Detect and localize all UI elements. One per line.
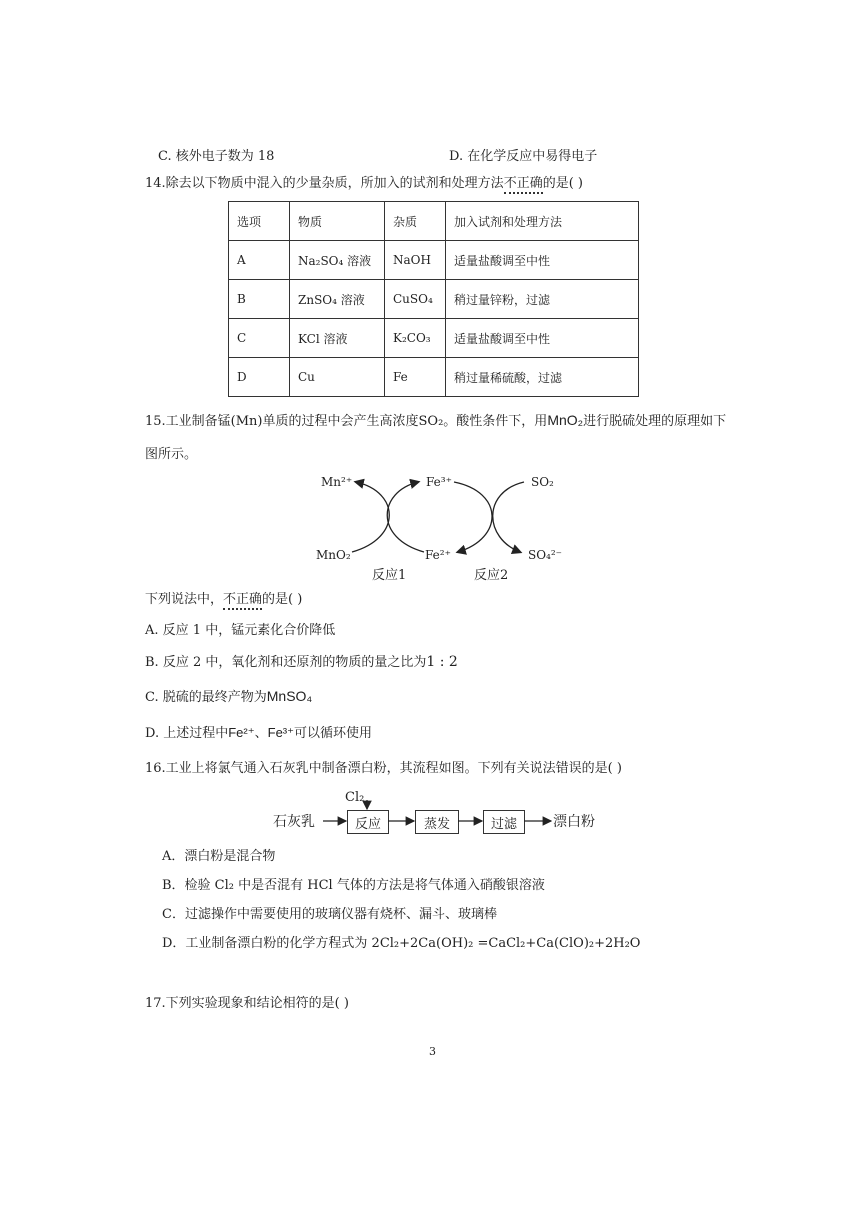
reaction1-label: 反应1 bbox=[372, 568, 407, 583]
q15-stem-part: 进行脱硫处理的原理如下 bbox=[583, 414, 727, 429]
q13-option-c: C. 核外电子数为 18 bbox=[158, 149, 275, 164]
table-cell: A bbox=[229, 241, 290, 280]
q15-stem-part: 15.工业制备锰(Mn)单质的过程中会产生高浓度 bbox=[145, 414, 419, 429]
q16-option-d: D．工业制备漂白粉的化学方程式为 2Cl₂+2Ca(OH)₂ =CaCl₂+Ca(ClO)₂+2H₂O bbox=[162, 936, 641, 951]
q15-option-b bbox=[145, 655, 458, 669]
table-cell: K₂CO₃ bbox=[385, 319, 446, 358]
q15-stem-line2: 图所示。 bbox=[145, 447, 198, 462]
q17-stem: 17.下列实验现象和结论相符的是( ) bbox=[145, 996, 349, 1011]
table-cell: B bbox=[229, 280, 290, 319]
q15-option-a: A. 反应 1 中，锰元素化合价降低 bbox=[145, 623, 336, 638]
table-cell: Cu bbox=[290, 358, 385, 397]
ion-mn2: Mn²⁺ bbox=[321, 475, 353, 489]
formula-mno2: MnO₂ bbox=[316, 548, 351, 562]
page-number: 3 bbox=[429, 1045, 436, 1058]
table-cell: KCl 溶液 bbox=[290, 319, 385, 358]
reaction1-arrow-left bbox=[352, 482, 389, 552]
flow-end: 漂白粉 bbox=[553, 814, 595, 830]
q16-option-c: C．过滤操作中需要使用的玻璃仪器有烧杯、漏斗、玻璃棒 bbox=[162, 907, 497, 922]
q15-ion-fe3: Fe³⁺ bbox=[267, 725, 294, 740]
table-cell: 适量盐酸调至中性 bbox=[446, 319, 639, 358]
q15-option-d bbox=[145, 726, 372, 740]
ion-so4: SO₄²⁻ bbox=[528, 548, 563, 562]
flow-step-evaporate: 蒸发 bbox=[415, 810, 459, 834]
table-header: 杂质 bbox=[385, 202, 446, 241]
reaction2-arrow-right bbox=[493, 482, 524, 552]
q13-option-d: D. 在化学反应中易得电子 bbox=[449, 149, 598, 164]
table-header: 加入试剂和处理方法 bbox=[446, 202, 639, 241]
q15-ratio: 1 : 2 bbox=[426, 654, 458, 670]
flow-step-reaction: 反应 bbox=[347, 810, 389, 834]
table-cell: 稍过量锌粉，过滤 bbox=[446, 280, 639, 319]
q14-stem-tail: 的是( ) bbox=[542, 176, 583, 191]
q15-formula-so2: SO₂ bbox=[418, 414, 444, 429]
q15-stem-part: 。酸性条件下，用 bbox=[443, 414, 548, 429]
ion-fe3: Fe³⁺ bbox=[426, 475, 452, 489]
table-cell: NaOH bbox=[385, 241, 446, 280]
flow-cl2-label: Cl₂ bbox=[345, 790, 365, 805]
q15-ion-fe2: Fe²⁺ bbox=[228, 725, 255, 740]
q14-stem bbox=[145, 177, 583, 190]
q15-option-c-text: C. 脱硫的最终产物为 bbox=[145, 690, 267, 705]
q15-option-b-text: B. 反应 2 中，氧化剂和还原剂的物质的量之比为 bbox=[145, 655, 427, 670]
table-cell: C bbox=[229, 319, 290, 358]
table-cell: CuSO₄ bbox=[385, 280, 446, 319]
q15-question bbox=[145, 593, 302, 606]
q15-question-text: 下列说法中， bbox=[145, 592, 224, 607]
reaction2-label: 反应2 bbox=[474, 568, 509, 583]
table-row bbox=[229, 280, 639, 319]
q16-option-a: A．漂白粉是混合物 bbox=[162, 849, 276, 864]
reaction1-arrow-right bbox=[387, 482, 424, 552]
table-cell: 适量盐酸调至中性 bbox=[446, 241, 639, 280]
table-cell: Na₂SO₄ 溶液 bbox=[290, 241, 385, 280]
flow-arrows bbox=[320, 796, 560, 836]
table-row bbox=[229, 319, 639, 358]
flow-step-filter: 过滤 bbox=[483, 810, 525, 834]
q15-formula-mno2: MnO₂ bbox=[547, 412, 584, 428]
q16-stem: 16.工业上将氯气通入石灰乳中制备漂白粉，其流程如图。下列有关说法错误的是( ) bbox=[145, 761, 622, 776]
table-cell: ZnSO₄ 溶液 bbox=[290, 280, 385, 319]
q14-table bbox=[228, 201, 639, 397]
q14-emphasis: 不正确 bbox=[504, 176, 543, 194]
q15-option-d-tail: 可以循环使用 bbox=[294, 726, 373, 741]
q14-stem-text: 14.除去以下物质中混入的少量杂质，所加入的试剂和处理方法 bbox=[145, 176, 504, 191]
q16-option-b: B．检验 Cl₂ 中是否混有 HCl 气体的方法是将气体通入硝酸银溶液 bbox=[162, 878, 545, 893]
q15-question-tail: 的是( ) bbox=[262, 592, 303, 607]
q15-stem-line1 bbox=[145, 413, 726, 428]
ion-fe2: Fe²⁺ bbox=[425, 548, 451, 562]
table-header: 选项 bbox=[229, 202, 290, 241]
formula-so2: SO₂ bbox=[531, 475, 554, 489]
table-row bbox=[229, 358, 639, 397]
q15-option-d-text: D. 上述过程中 bbox=[145, 726, 229, 741]
table-row bbox=[229, 241, 639, 280]
table-header-row bbox=[229, 202, 639, 241]
table-cell: D bbox=[229, 358, 290, 397]
table-header: 物质 bbox=[290, 202, 385, 241]
table-cell: 稍过量稀硫酸，过滤 bbox=[446, 358, 639, 397]
q15-formula-mnso4: MnSO₄ bbox=[266, 688, 313, 704]
q15-separator: 、 bbox=[254, 726, 268, 741]
q15-emphasis: 不正确 bbox=[223, 592, 262, 610]
table-cell: Fe bbox=[385, 358, 446, 397]
flow-start: 石灰乳 bbox=[273, 814, 315, 830]
reaction2-arrow-left bbox=[454, 482, 492, 552]
q15-option-c bbox=[145, 689, 312, 704]
